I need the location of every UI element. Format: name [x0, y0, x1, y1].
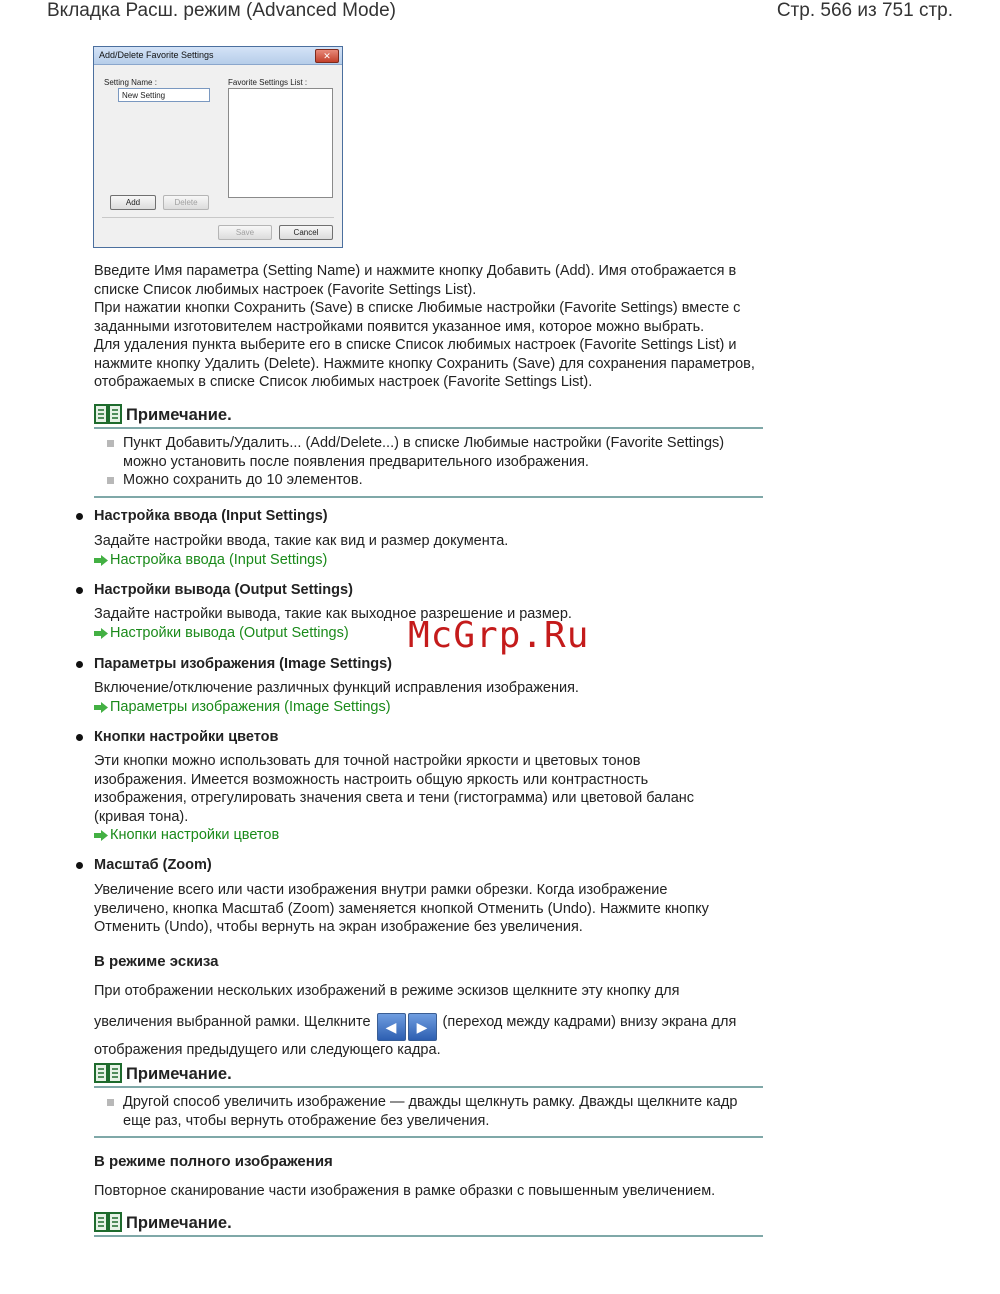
- setting-name-label: Setting Name :: [104, 78, 157, 87]
- bullet-icon: [76, 862, 83, 869]
- color-buttons-title: Кнопки настройки цветов: [94, 729, 279, 745]
- next-frame-button[interactable]: ▶: [408, 1013, 437, 1041]
- note-title: Примечание.: [126, 1214, 232, 1232]
- save-button[interactable]: Save: [218, 225, 272, 240]
- color-buttons-text: [94, 752, 714, 845]
- color-buttons-link[interactable]: [94, 826, 714, 845]
- image-settings-title: Параметры изображения (Image Settings): [94, 656, 392, 672]
- thumb-line: При отображении нескольких изображений в режиме эскизов щелкните эту кнопку для: [94, 983, 680, 999]
- setting-name-input[interactable]: New Setting: [118, 88, 210, 102]
- add-button[interactable]: Add: [110, 195, 156, 210]
- note-item: Можно сохранить до 10 элементов.: [94, 471, 763, 490]
- arrow-right-icon: [94, 830, 108, 841]
- note-item: Пункт Добавить/Удалить... (Add/Delete...) в списке Любимые настройки (Favorite Settings) можно установить после появления предварительного изображения.: [94, 434, 763, 471]
- item-description: Задайте настройки вывода, такие как выходное разрешение и размер.: [94, 606, 572, 622]
- thumbnail-mode-title: В режиме эскиза: [94, 953, 219, 970]
- intro-paragraph: Введите Имя параметра (Setting Name) и нажмите кнопку Добавить (Add). Имя отображается в списке Список любимых настроек (Favorite Settings List).: [94, 263, 737, 298]
- watermark: McGrp.Ru: [408, 615, 590, 656]
- note-body: [94, 434, 763, 498]
- prev-frame-button[interactable]: ◀: [377, 1013, 406, 1041]
- page-header: [47, 2, 953, 26]
- item-description: Увеличение всего или части изображения внутри рамки обрезки. Когда изображение увеличено, кнопка Масштаб (Zoom) заменяется кнопкой Отменить (Undo). Нажмите кнопку Отменить (Undo), чтобы вернуть на экран изображение без увеличения.: [94, 882, 709, 935]
- link-text[interactable]: Параметры изображения (Image Settings): [110, 698, 391, 715]
- input-settings-text: [94, 532, 764, 569]
- dialog-separator: [102, 217, 334, 218]
- full-mode-description: Повторное сканирование части изображения в рамке образки с повышенным увеличением.: [94, 1183, 716, 1199]
- book-icon: [94, 1211, 122, 1233]
- item-description: Задайте настройки ввода, такие как вид и размер документа.: [94, 533, 509, 549]
- book-icon: [94, 403, 122, 425]
- frame-nav-buttons: [377, 1013, 439, 1041]
- note-header: [94, 403, 763, 429]
- note-title: Примечание.: [126, 1065, 232, 1083]
- bullet-icon: [76, 587, 83, 594]
- dialog-title: Add/Delete Favorite Settings: [99, 50, 214, 60]
- favorite-list-label: Favorite Settings List :: [228, 78, 308, 87]
- page-number: Стр. 566 из 751 стр.: [776, 0, 953, 21]
- intro-text: [94, 262, 764, 392]
- link-text[interactable]: Настройка ввода (Input Settings): [110, 551, 328, 568]
- bullet-icon: [76, 734, 83, 741]
- thumb-line: отображения предыдущего или следующего кадра.: [94, 1041, 441, 1058]
- link-text[interactable]: Кнопки настройки цветов: [110, 827, 280, 843]
- bullet-icon: [76, 661, 83, 668]
- output-settings-title: Настройки вывода (Output Settings): [94, 582, 353, 598]
- intro-paragraph: Для удаления пункта выберите его в списке Список любимых настроек (Favorite Settings List) и нажмите кнопку Удалить (Delete). Нажмите кнопку Сохранить (Save) для сохранения параметров, отображаемых в списке Список любимых настроек (Favorite Settings List).: [94, 337, 755, 390]
- dialog-titlebar: [94, 47, 342, 65]
- full-image-mode-title: В режиме полного изображения: [94, 1153, 333, 1170]
- close-icon[interactable]: ✕: [315, 49, 339, 63]
- add-delete-favorite-dialog: [93, 46, 343, 248]
- arrow-right-icon: [94, 628, 108, 639]
- note-header: [94, 1062, 763, 1088]
- page-title: Вкладка Расш. режим (Advanced Mode): [47, 0, 396, 21]
- thumb-line: [94, 1013, 774, 1041]
- book-icon: [94, 1062, 122, 1084]
- note-title: Примечание.: [126, 406, 232, 424]
- input-settings-title: Настройка ввода (Input Settings): [94, 508, 328, 524]
- image-settings-link[interactable]: [94, 698, 764, 717]
- delete-button[interactable]: Delete: [163, 195, 209, 210]
- note-body: [94, 1093, 763, 1138]
- link-text[interactable]: Настройки вывода (Output Settings): [110, 624, 349, 641]
- thumb-text-before: увеличения выбранной рамки. Щелкните: [94, 1013, 371, 1030]
- cancel-button[interactable]: Cancel: [279, 225, 333, 240]
- full-image-mode-text: [94, 1182, 774, 1201]
- arrow-right-icon: [94, 702, 108, 713]
- thumbnail-mode-text: [94, 982, 774, 1059]
- bullet-icon: [76, 513, 83, 520]
- note-item: Другой способ увеличить изображение — дважды щелкнуть рамку. Дважды щелкните кадр еще раз, чтобы вернуть отображение без увеличения.: [94, 1093, 763, 1130]
- favorite-settings-list[interactable]: [228, 88, 333, 198]
- note-header: [94, 1211, 763, 1237]
- arrow-right-icon: [94, 555, 108, 566]
- item-description: Эти кнопки можно использовать для точной настройки яркости и цветовых тонов изображения. Имеется возможность настроить общую яркость или контрастность изображения, отрегулировать значения света и тени (гистограмма) или цветовой баланс (кривая тона).: [94, 753, 695, 825]
- zoom-title: Масштаб (Zoom): [94, 857, 212, 873]
- image-settings-text: [94, 679, 764, 716]
- item-description: Включение/отключение различных функций исправления изображения.: [94, 680, 579, 696]
- input-settings-link[interactable]: [94, 551, 764, 570]
- intro-paragraph: При нажатии кнопки Сохранить (Save) в списке Любимые настройки (Favorite Settings) вместе с заданными изготовителем настройками появится указанное имя, которое можно выбрать.: [94, 300, 741, 335]
- thumb-text-after: (переход между кадрами) внизу экрана для: [442, 1013, 737, 1030]
- zoom-text: [94, 881, 734, 937]
